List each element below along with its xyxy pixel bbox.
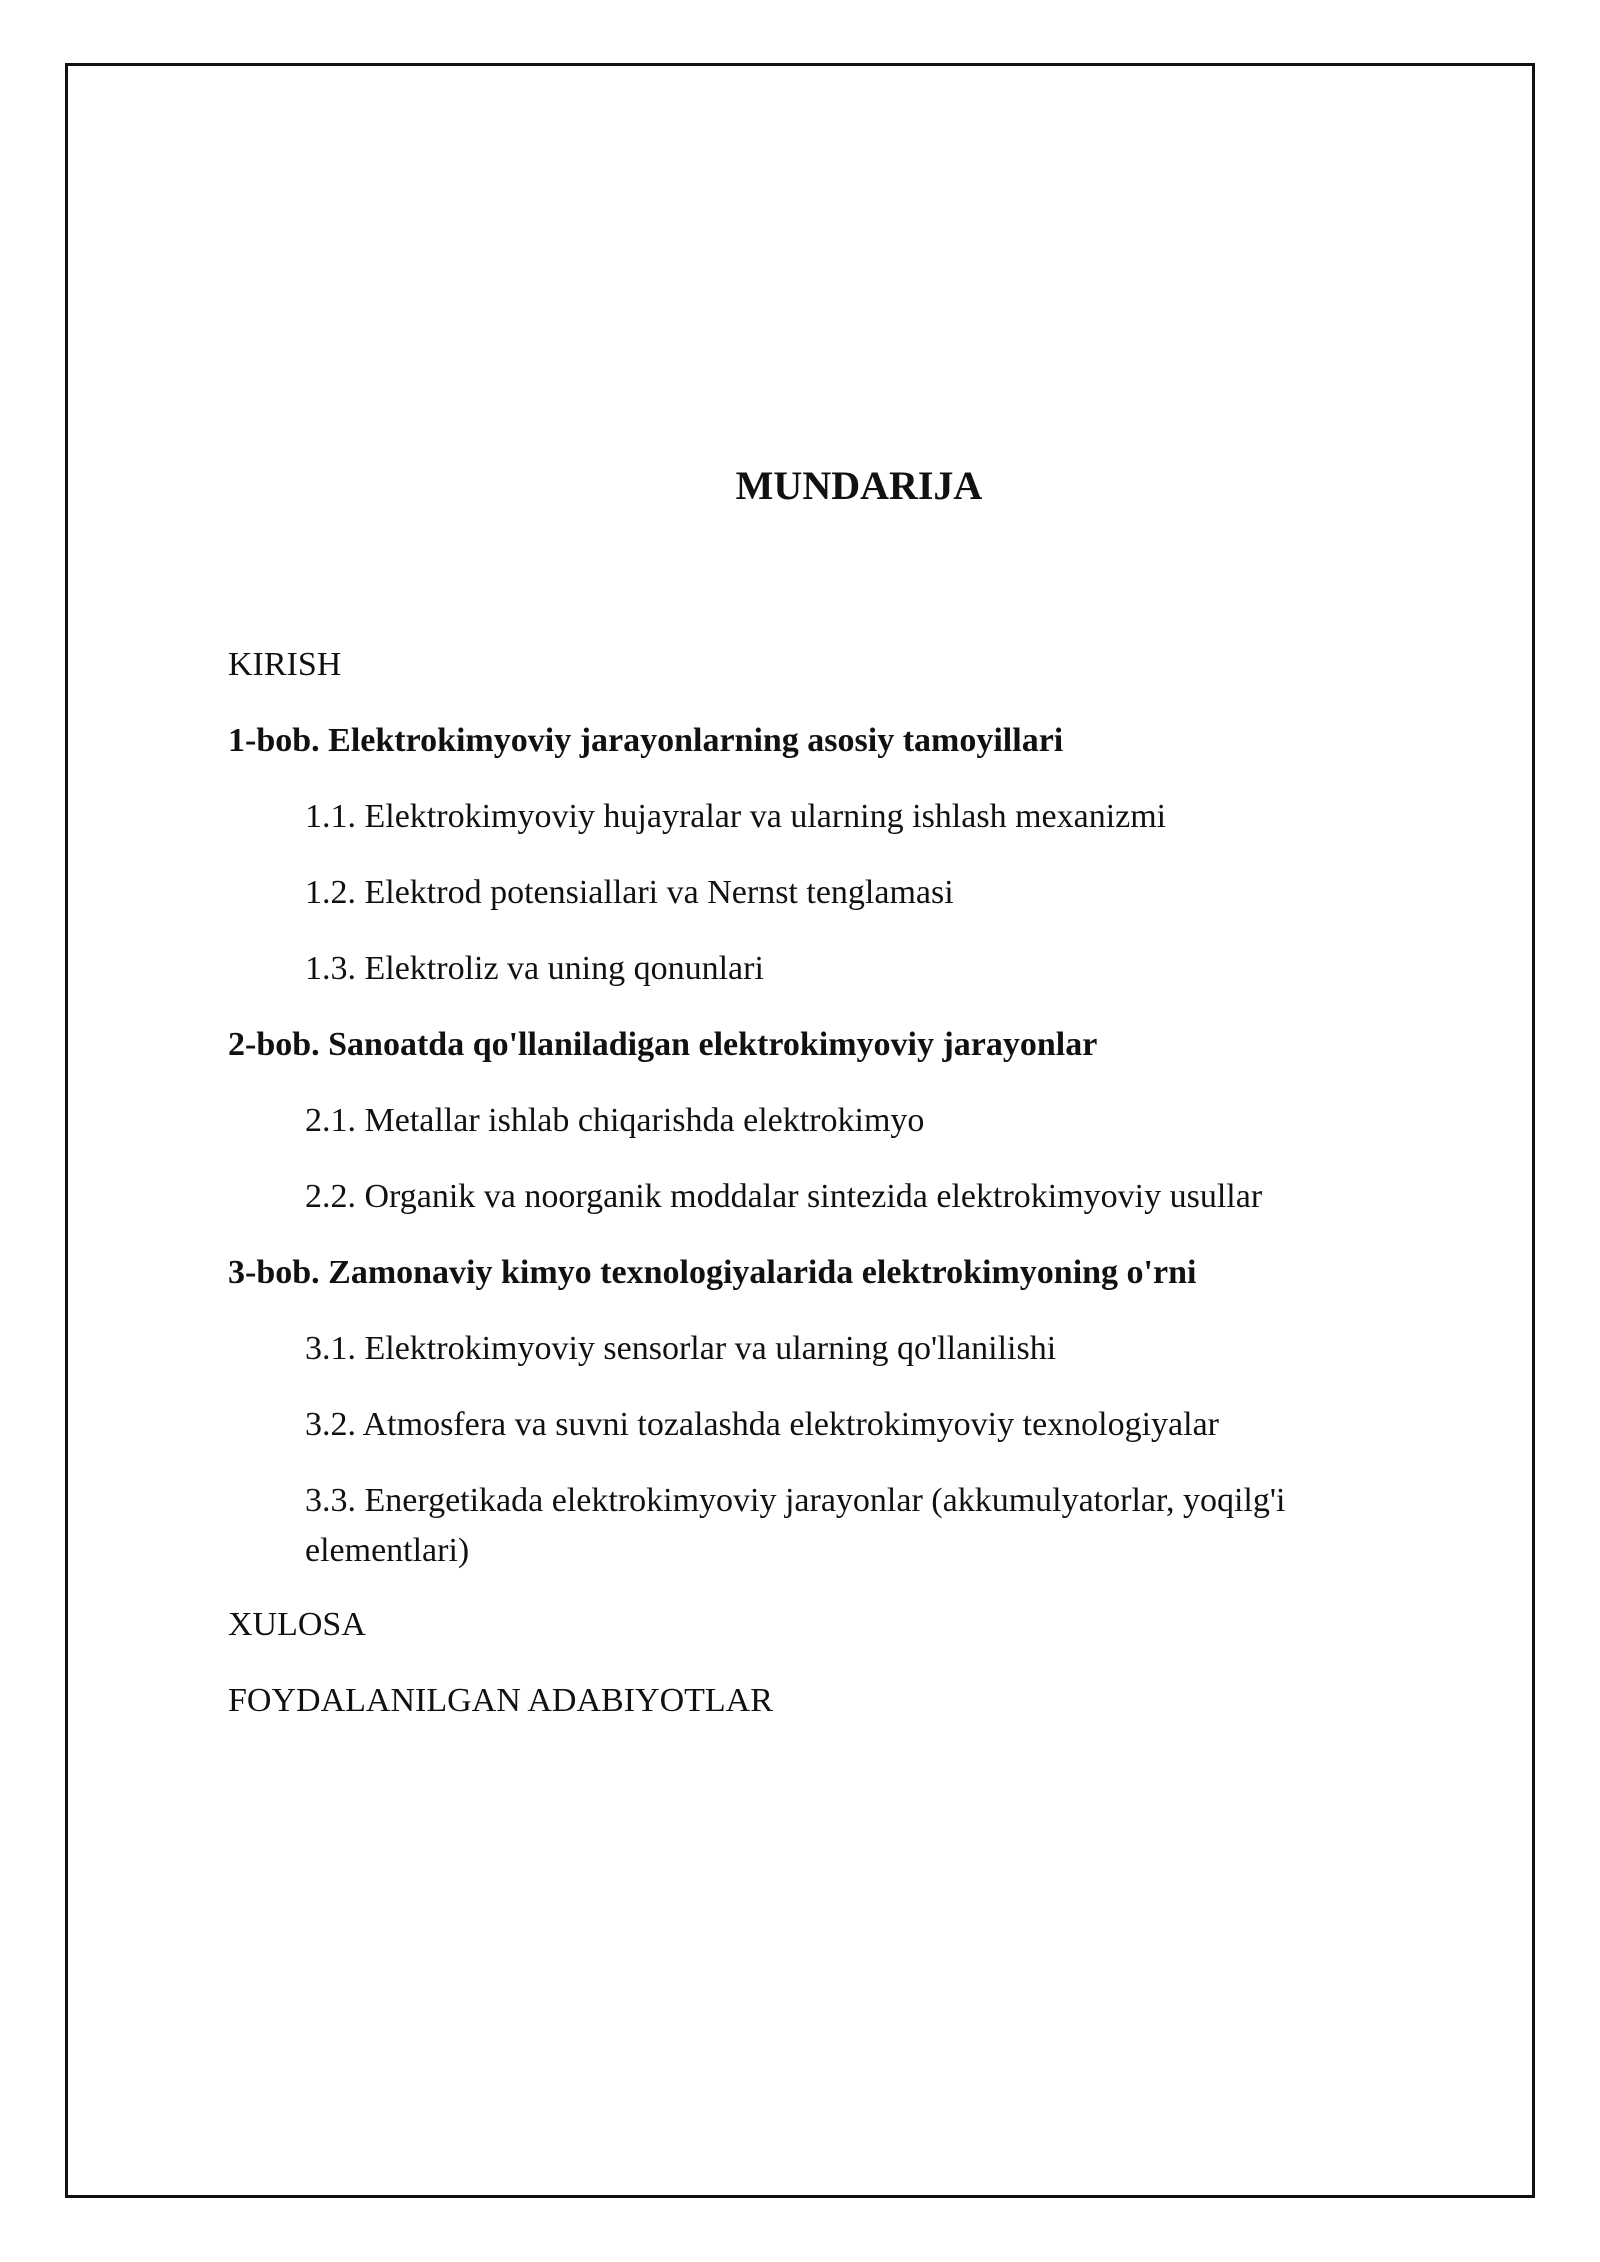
toc-chapter-1: 1-bob. Elektrokimyoviy jarayonlarning asosiy tamoyillari [228,722,1064,759]
toc-entry-references: FOYDALANILGAN ADABIYOTLAR [228,1682,773,1719]
toc-entry-conclusion: XULOSA [228,1606,366,1643]
toc-section-2-2: 2.2. Organik va noorganik moddalar sintezida elektrokimyoviy usullar [305,1178,1263,1215]
toc-chapter-3: 3-bob. Zamonaviy kimyo texnologiyalarida elektrokimyoning o'rni [228,1254,1197,1291]
toc-chapter-2: 2-bob. Sanoatda qo'llaniladigan elektrokimyoviy jarayonlar [228,1026,1098,1063]
toc-section-1-1: 1.1. Elektrokimyoviy hujayralar va ularning ishlash mexanizmi [305,798,1167,835]
toc-section-1-3: 1.3. Elektroliz va uning qonunlari [305,950,764,987]
toc-section-3-2: 3.2. Atmosfera va suvni tozalashda elektrokimyoviy texnologiyalar [305,1406,1219,1443]
toc-section-1-2: 1.2. Elektrod potensiallari va Nernst tenglamasi [305,874,954,911]
toc-entry-introduction: KIRISH [228,646,342,683]
page-title: MUNDARIJA [735,463,983,508]
toc-section-3-1: 3.1. Elektrokimyoviy sensorlar va ularning qo'llanilishi [305,1330,1057,1367]
toc-section-2-1: 2.1. Metallar ishlab chiqarishda elektrokimyo [305,1102,925,1139]
toc-section-3-3: 3.3. Energetikada elektrokimyoviy jarayonlar (akkumulyatorlar, yoqilg'i elementlari) [305,1482,1286,1569]
table-of-contents [228,640,1408,1752]
